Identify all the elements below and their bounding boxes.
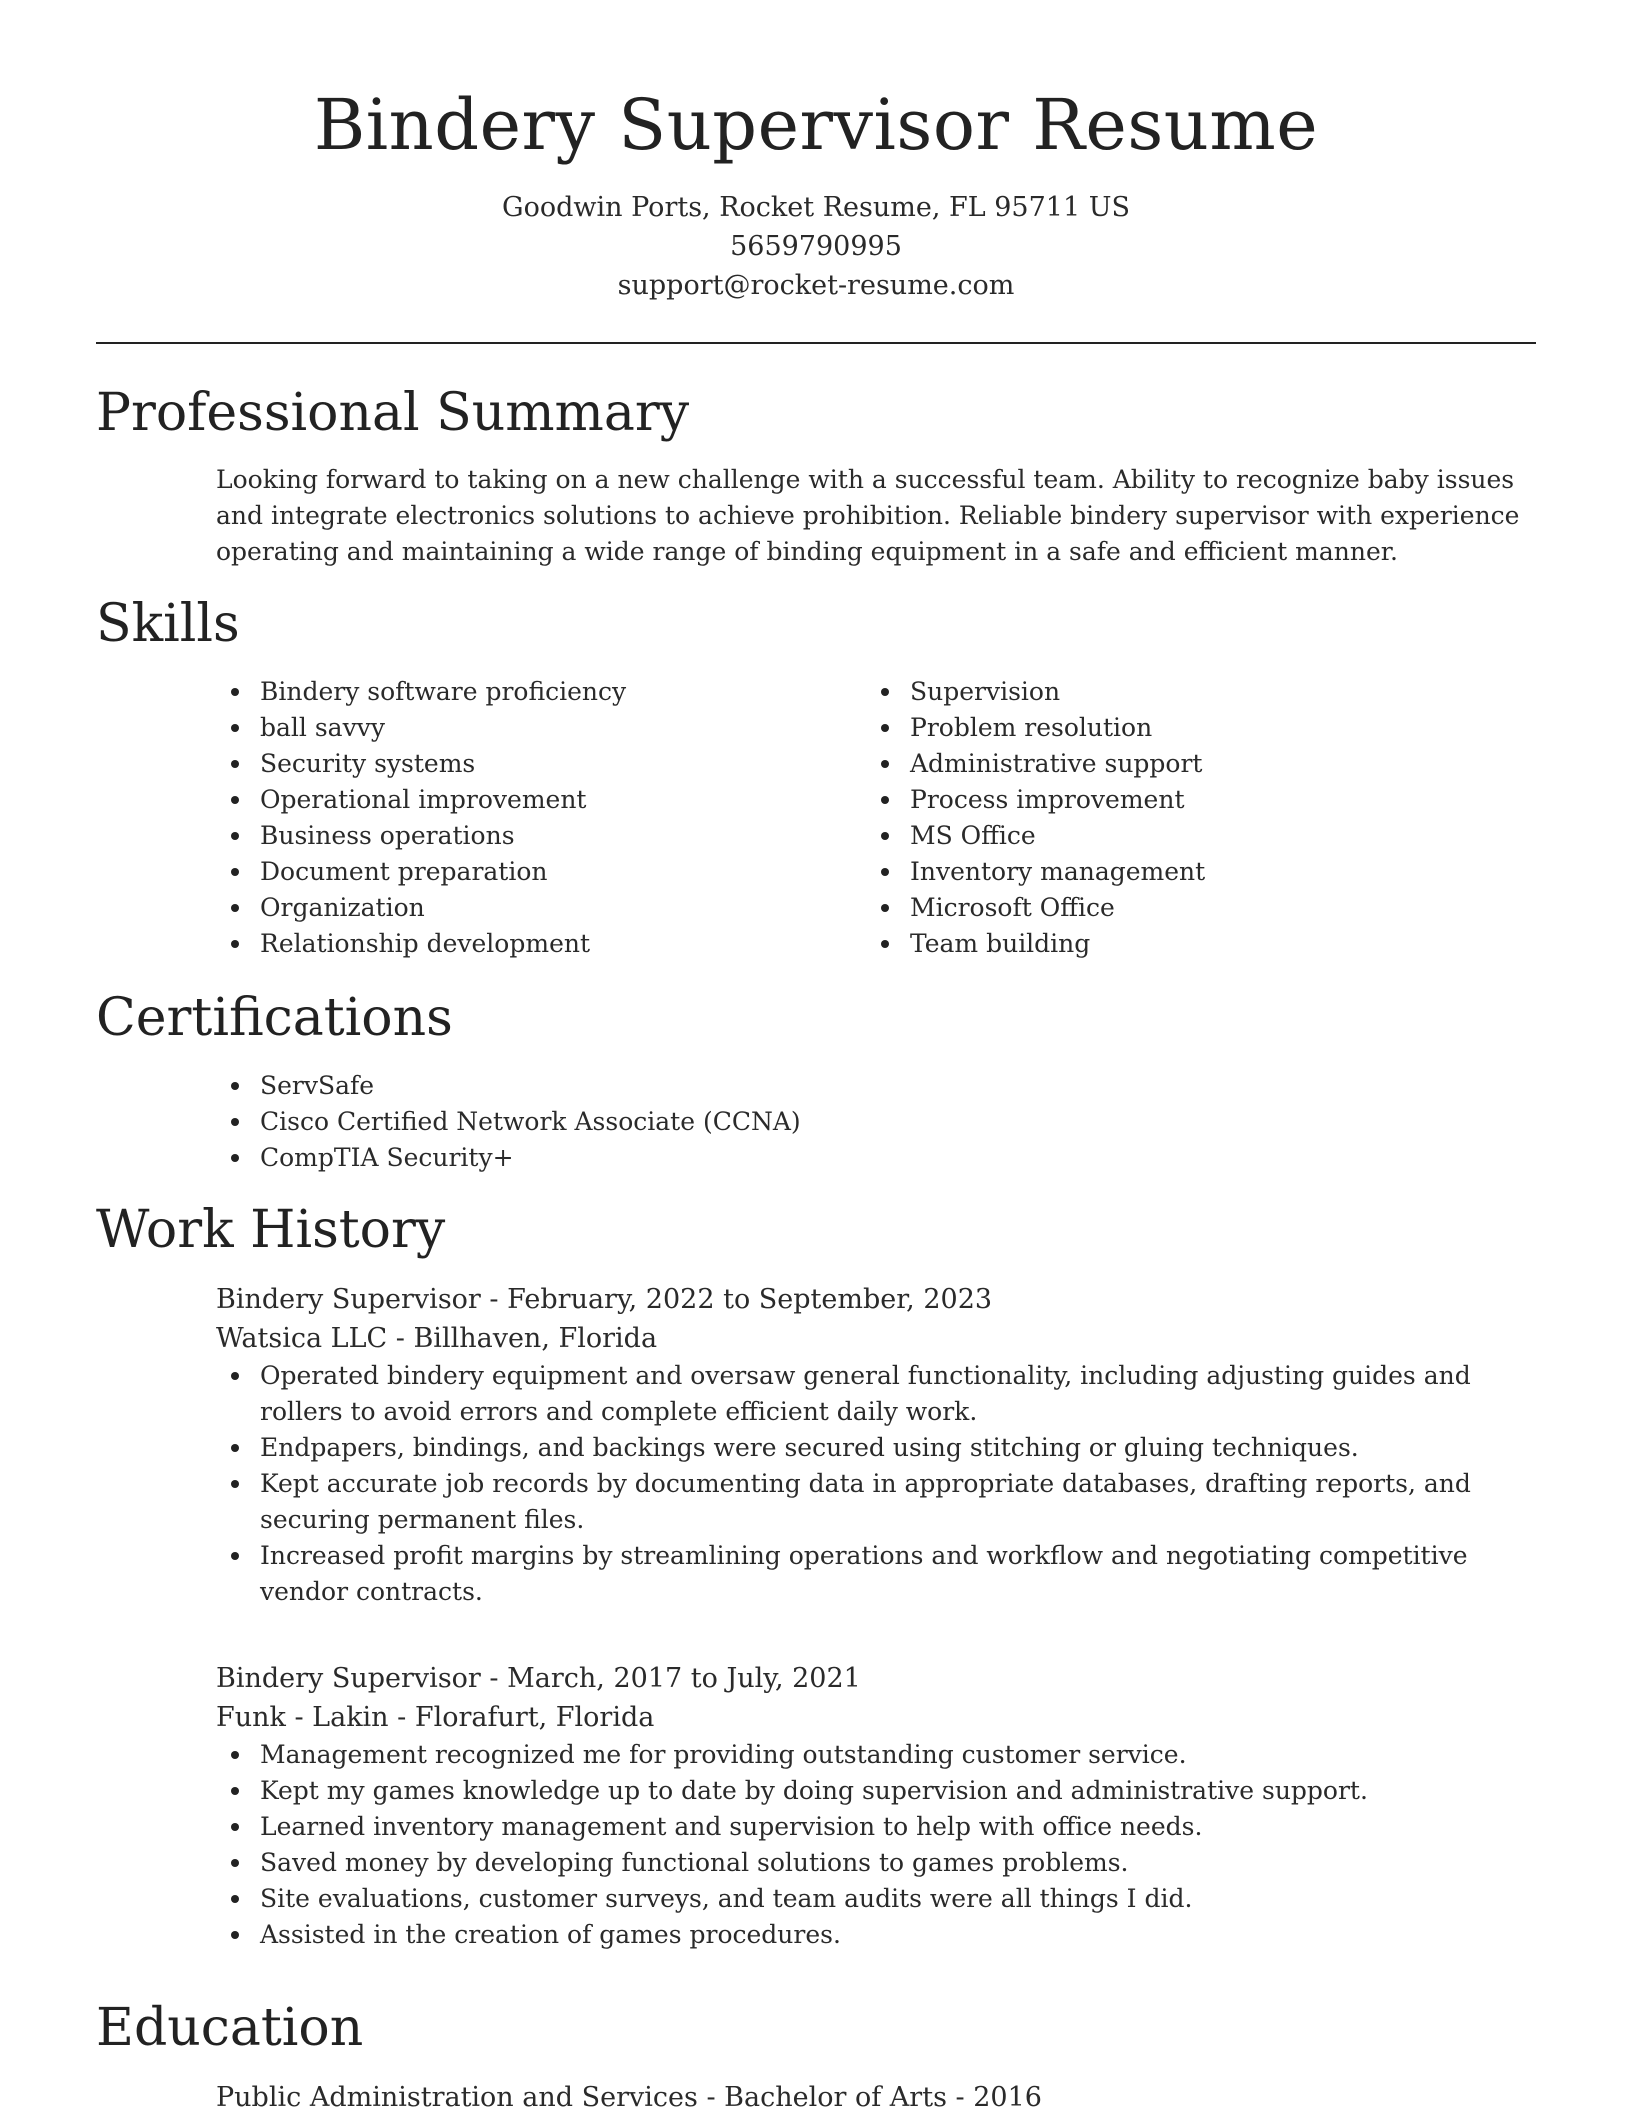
job-company: Funk - Lakin	[216, 1702, 389, 1733]
contact-block	[0, 188, 1632, 305]
job-bullet: Assisted in the creation of games procedures.	[216, 1917, 1526, 1953]
separator: -	[480, 1284, 508, 1315]
separator: -	[697, 2082, 725, 2113]
skill-item: Bindery software proficiency	[216, 674, 836, 710]
skill-item: Team building	[866, 926, 1486, 962]
skill-item: Business operations	[216, 818, 836, 854]
separator: -	[388, 1702, 415, 1733]
separator: -	[387, 1323, 414, 1354]
contact-email: support@rocket-resume.com	[617, 270, 1015, 301]
skill-item: MS Office	[866, 818, 1486, 854]
job-role: Bindery Supervisor	[216, 1284, 481, 1315]
skill-item: ball savvy	[216, 710, 836, 746]
summary-text: Looking forward to taking on a new challenge with a successful team. Ability to recognize baby issues and integrate electronics solutions to achieve prohibition. Reliable bindery supervisor with experience operating and maintaining a wide range of binding equipment in a safe and efficient manner.	[216, 465, 1520, 566]
skill-item: Problem resolution	[866, 710, 1486, 746]
separator: -	[480, 1663, 508, 1694]
section-title-work-history: Work History	[96, 1200, 446, 1260]
education-entry	[216, 2078, 1042, 2117]
job-dates: February, 2022 to September, 2023	[507, 1284, 993, 1315]
skill-item: Organization	[216, 890, 836, 926]
skills-list-left	[216, 674, 836, 962]
job-bullet: Learned inventory management and supervision to help with office needs.	[216, 1809, 1526, 1845]
skill-item: Supervision	[866, 674, 1486, 710]
job-bullet: Kept my games knowledge up to date by doing supervision and administrative support.	[216, 1773, 1526, 1809]
resume-header	[0, 0, 1632, 305]
skill-item: Relationship development	[216, 926, 836, 962]
job-bullet: Increased profit margins by streamlining operations and workflow and negotiating competitive vendor contracts.	[216, 1538, 1526, 1610]
skill-item: Inventory management	[866, 854, 1486, 890]
job-location: Billhaven, Florida	[413, 1323, 658, 1354]
education-degree: Bachelor of Arts	[724, 2082, 947, 2113]
job-bullet: Site evaluations, customer surveys, and team audits were all things I did.	[216, 1881, 1526, 1917]
skill-item: Security systems	[216, 746, 836, 782]
job-bullet: Management recognized me for providing outstanding customer service.	[216, 1737, 1526, 1773]
certification-item: CompTIA Security+	[216, 1140, 1516, 1176]
job-company: Watsica LLC	[216, 1323, 388, 1354]
section-title-summary: Professional Summary	[96, 383, 690, 443]
job-company-line	[216, 1698, 1526, 1737]
skill-item: Process improvement	[866, 782, 1486, 818]
job-title-line	[216, 1659, 1526, 1698]
header-divider	[96, 342, 1536, 344]
job-role: Bindery Supervisor	[216, 1663, 481, 1694]
skills-list-right	[866, 674, 1486, 962]
job-bullet-list	[216, 1737, 1526, 1953]
certifications-list	[216, 1068, 1516, 1176]
certification-item: ServSafe	[216, 1068, 1516, 1104]
job-entry	[216, 1280, 1526, 1610]
education-year: 2016	[973, 2082, 1042, 2113]
job-bullet-list	[216, 1358, 1526, 1610]
skill-item: Operational improvement	[216, 782, 836, 818]
skill-item: Administrative support	[866, 746, 1486, 782]
section-title-certifications: Certifications	[96, 988, 453, 1048]
job-bullet: Kept accurate job records by documenting data in appropriate databases, drafting reports, and securing permanent files.	[216, 1466, 1526, 1538]
education-field: Public Administration and Services	[216, 2082, 698, 2113]
certification-item: Cisco Certified Network Associate (CCNA)	[216, 1104, 1516, 1140]
separator: -	[946, 2082, 974, 2113]
job-entry	[216, 1659, 1526, 1953]
job-company-line	[216, 1319, 1526, 1358]
skill-item: Microsoft Office	[866, 890, 1486, 926]
contact-address: Goodwin Ports, Rocket Resume, FL 95711 US	[502, 192, 1130, 223]
job-bullet: Saved money by developing functional solutions to games problems.	[216, 1845, 1526, 1881]
job-location: Florafurt, Florida	[414, 1702, 655, 1733]
section-title-education: Education	[96, 1998, 364, 2058]
resume-title: Bindery Supervisor Resume	[313, 84, 1319, 166]
job-dates: March, 2017 to July, 2021	[507, 1663, 861, 1694]
job-bullet: Operated bindery equipment and oversaw general functionality, including adjusting guides and rollers to avoid errors and complete efficient daily work.	[216, 1358, 1526, 1430]
section-title-skills: Skills	[96, 594, 240, 654]
skill-item: Document preparation	[216, 854, 836, 890]
job-title-line	[216, 1280, 1526, 1319]
contact-phone: 5659790995	[730, 231, 902, 262]
job-bullet: Endpapers, bindings, and backings were secured using stitching or gluing techniques.	[216, 1430, 1526, 1466]
